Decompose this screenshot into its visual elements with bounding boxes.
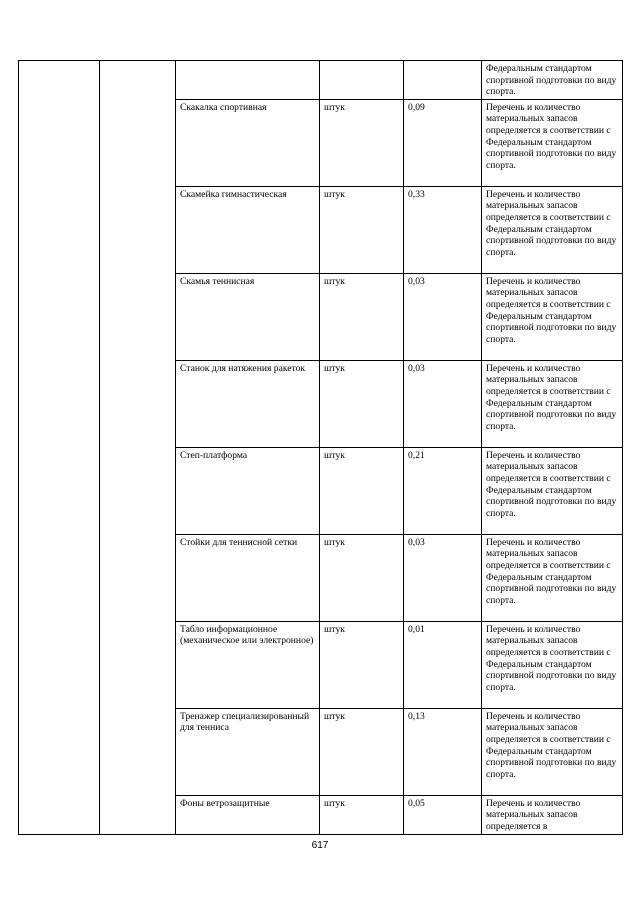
item-unit: штук xyxy=(320,708,404,795)
item-unit: штук xyxy=(320,273,404,360)
item-quantity: 0,33 xyxy=(404,186,482,273)
item-unit: штук xyxy=(320,99,404,186)
item-name: Станок для натяжения ракеток xyxy=(176,360,320,447)
item-quantity: 0,13 xyxy=(404,708,482,795)
item-unit: штук xyxy=(320,534,404,621)
page-number: 617 xyxy=(311,840,329,851)
item-unit: штук xyxy=(320,795,404,834)
item-quantity: 0,03 xyxy=(404,534,482,621)
item-name: Степ-платформа xyxy=(176,447,320,534)
item-note: Перечень и количество материальных запасов определяется в соответствии с Федеральным стандартом спортивной подготовки по виду спорта. xyxy=(482,708,623,795)
item-note: Перечень и количество материальных запасов определяется в xyxy=(482,795,623,834)
item-note: Перечень и количество материальных запасов определяется в соответствии с Федеральным стандартом спортивной подготовки по виду спорта. xyxy=(482,360,623,447)
item-unit: штук xyxy=(320,621,404,708)
item-note: Перечень и количество материальных запасов определяется в соответствии с Федеральным стандартом спортивной подготовки по виду спорта. xyxy=(482,534,623,621)
item-note: Перечень и количество материальных запасов определяется в соответствии с Федеральным стандартом спортивной подготовки по виду спорта. xyxy=(482,447,623,534)
table-row xyxy=(19,61,623,100)
item-quantity: 0,03 xyxy=(404,360,482,447)
item-quantity xyxy=(404,61,482,100)
item-quantity: 0,05 xyxy=(404,795,482,834)
item-note: Перечень и количество материальных запасов определяется в соответствии с Федеральным стандартом спортивной подготовки по виду спорта. xyxy=(482,186,623,273)
item-quantity: 0,01 xyxy=(404,621,482,708)
item-name: Скакалка спортивная xyxy=(176,99,320,186)
item-name: Табло информационное (механическое или электронное) xyxy=(176,621,320,708)
item-unit: штук xyxy=(320,447,404,534)
item-name xyxy=(176,61,320,100)
item-note: Перечень и количество материальных запасов определяется в соответствии с Федеральным стандартом спортивной подготовки по виду спорта. xyxy=(482,621,623,708)
item-unit xyxy=(320,61,404,100)
item-note: Перечень и количество материальных запасов определяется в соответствии с Федеральным стандартом спортивной подготовки по виду спорта. xyxy=(482,99,623,186)
item-name: Скамья теннисная xyxy=(176,273,320,360)
item-quantity: 0,09 xyxy=(404,99,482,186)
item-unit: штук xyxy=(320,360,404,447)
item-quantity: 0,03 xyxy=(404,273,482,360)
item-quantity: 0,21 xyxy=(404,447,482,534)
item-name: Стойки для теннисной сетки xyxy=(176,534,320,621)
item-unit: штук xyxy=(320,186,404,273)
item-name: Фоны ветрозащитные xyxy=(176,795,320,834)
merged-cell-col1 xyxy=(19,61,100,835)
equipment-table xyxy=(18,60,623,835)
item-name: Тренажер специализированный для тенниса xyxy=(176,708,320,795)
item-name: Скамейка гимнастическая xyxy=(176,186,320,273)
merged-cell-col2 xyxy=(100,61,176,835)
item-note: Федеральным стандартом спортивной подготовки по виду спорта. xyxy=(482,61,623,100)
item-note: Перечень и количество материальных запасов определяется в соответствии с Федеральным стандартом спортивной подготовки по виду спорта. xyxy=(482,273,623,360)
